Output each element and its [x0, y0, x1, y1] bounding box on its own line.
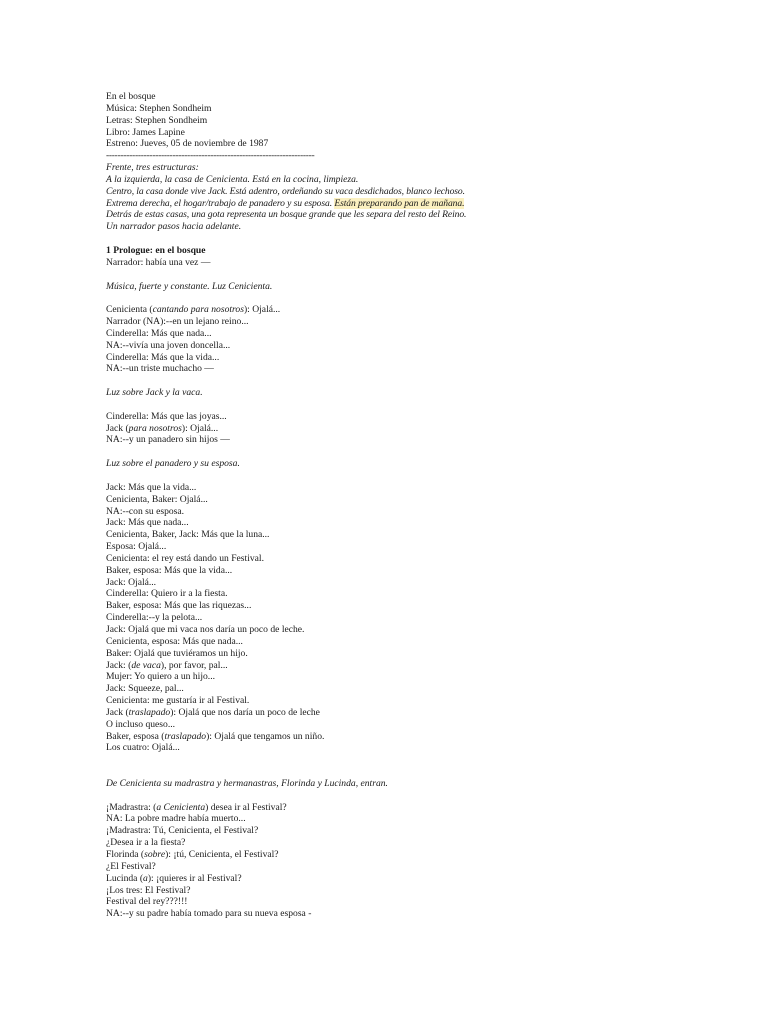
script-line: Baker, esposa (traslapado): Ojalá que tengamos un niño.	[106, 730, 325, 742]
script-line: Cinderella: Quiero ir a la fiesta.	[106, 588, 228, 600]
script-line: ¡Madrastra: (a Cenicienta) desea ir al Festival?	[106, 801, 287, 813]
script-line: NA: La pobre madre había muerto...	[106, 813, 246, 825]
script-line: Cinderella: Más que nada...	[106, 327, 212, 339]
script-line: NA:--y su padre había tomado para su nueva esposa -	[106, 908, 312, 920]
script-line: ¿Desea ir a la fiesta?	[106, 837, 186, 849]
script-line: ¡Madrastra: Tú, Cenicienta, el Festival?	[106, 825, 259, 837]
stage-direction-narrator: Un narrador pasos hacia adelante.	[106, 221, 242, 233]
script-line: Jack: Más que nada...	[106, 517, 189, 529]
script-line: Narrador: había una vez —	[106, 256, 211, 268]
stage-direction-center: Centro, la casa donde vive Jack. Está adentro, ordeñando su vaca desdichados, blanco lechoso.	[106, 185, 465, 197]
stage-direction-behind: Detrás de estas casas, una gota representa un bosque grande que les separa del resto del Reino.	[106, 209, 467, 221]
music-credit: Música: Stephen Sondheim	[106, 102, 212, 114]
script-line: Cinderella: Más que las joyas...	[106, 410, 227, 422]
stage-direction-left: A la izquierda, la casa de Cenicienta. Está en la cocina, limpieza.	[106, 173, 359, 185]
script-line: Cenicienta (cantando para nosotros): Ojalá...	[106, 304, 281, 316]
stage-direction-right-text: Extrema derecha, el hogar/trabajo de panadero y su esposa.	[106, 197, 333, 209]
script-line: Baker, esposa: Más que la vida...	[106, 564, 233, 576]
highlighted-text: Están preparando pan de mañana.	[334, 197, 465, 209]
stage-direction: Música, fuerte y constante. Luz Cenicienta.	[106, 280, 273, 292]
script-line: Esposa: Ojalá...	[106, 541, 167, 553]
script-line: Los cuatro: Ojalá...	[106, 742, 180, 754]
script-line: Baker, esposa: Más que las riquezas...	[106, 600, 252, 612]
stage-direction-right	[106, 198, 706, 210]
script-line: Cenicienta, esposa: Más que nada...	[106, 635, 243, 647]
divider-rule: ------------------------------------------------------------------------	[106, 150, 315, 162]
lyrics-credit: Letras: Stephen Sondheim	[106, 114, 208, 126]
script-line: NA:--con su esposa.	[106, 505, 185, 517]
script-line: Cenicienta, Baker, Jack: Más que la luna...	[106, 529, 270, 541]
script-line: NA:--un triste muchacho —	[106, 363, 214, 375]
script-line: Cenicienta: me gustaría ir al Festival.	[106, 695, 250, 707]
script-line: Festival del rey???!!!	[106, 896, 188, 908]
stage-direction: Luz sobre Jack y la vaca.	[106, 387, 203, 399]
script-line: O incluso queso...	[106, 718, 176, 730]
script-line: Jack: Ojalá que mi vaca nos daría un poco de leche.	[106, 623, 305, 635]
stage-direction: De Cenicienta su madrastra y hermanastras, Florinda y Lucinda, entran.	[106, 777, 388, 789]
script-line: Jack: (de vaca), por favor, pal...	[106, 659, 228, 671]
script-line: Cinderella: Más que la vida...	[106, 351, 220, 363]
script-line: Jack: Más que la vida...	[106, 481, 197, 493]
script-line: Narrador (NA):--en un lejano reino...	[106, 316, 249, 328]
script-line: Florinda (sobre): ¡tú, Cenicienta, el Festival?	[106, 849, 279, 860]
script-line: Mujer: Yo quiero a un hijo...	[106, 671, 215, 683]
script-line: Jack (para nosotros): Ojalá...	[106, 422, 219, 434]
script-line: Jack: Squeeze, pal...	[106, 683, 184, 695]
script-line: ¡Los tres: El Festival?	[106, 884, 191, 896]
script-line: Cenicienta: el rey está dando un Festival.	[106, 552, 264, 564]
script-line: ¿El Festival?	[106, 860, 156, 872]
script-line: Cenicienta, Baker: Ojalá...	[106, 493, 208, 505]
script-line: Jack: Ojalá...	[106, 576, 157, 588]
script-line: Jack (traslapado): Ojalá que nos daría un poco de leche	[106, 706, 320, 718]
stage-direction: Luz sobre el panadero y su esposa.	[106, 458, 240, 470]
stage-direction-front: Frente, tres estructuras:	[106, 162, 199, 174]
script-line: NA:--vivía una joven doncella...	[106, 339, 231, 351]
premiere-date: Estreno: Jueves, 05 de noviembre de 1987	[106, 138, 269, 150]
script-line: Lucinda (a): ¡quieres ir al Festival?	[106, 872, 242, 884]
script-line: NA:--y un panadero sin hijos —	[106, 434, 230, 446]
book-credit: Libro: James Lapine	[106, 126, 185, 138]
doc-title: En el bosque	[106, 91, 156, 102]
script-line: Baker: Ojalá que tuviéramos un hijo.	[106, 647, 248, 659]
script-line: Cinderella:--y la pelota...	[106, 612, 203, 624]
document-page	[106, 91, 706, 920]
section-heading: 1 Prologue: en el bosque	[106, 244, 206, 256]
